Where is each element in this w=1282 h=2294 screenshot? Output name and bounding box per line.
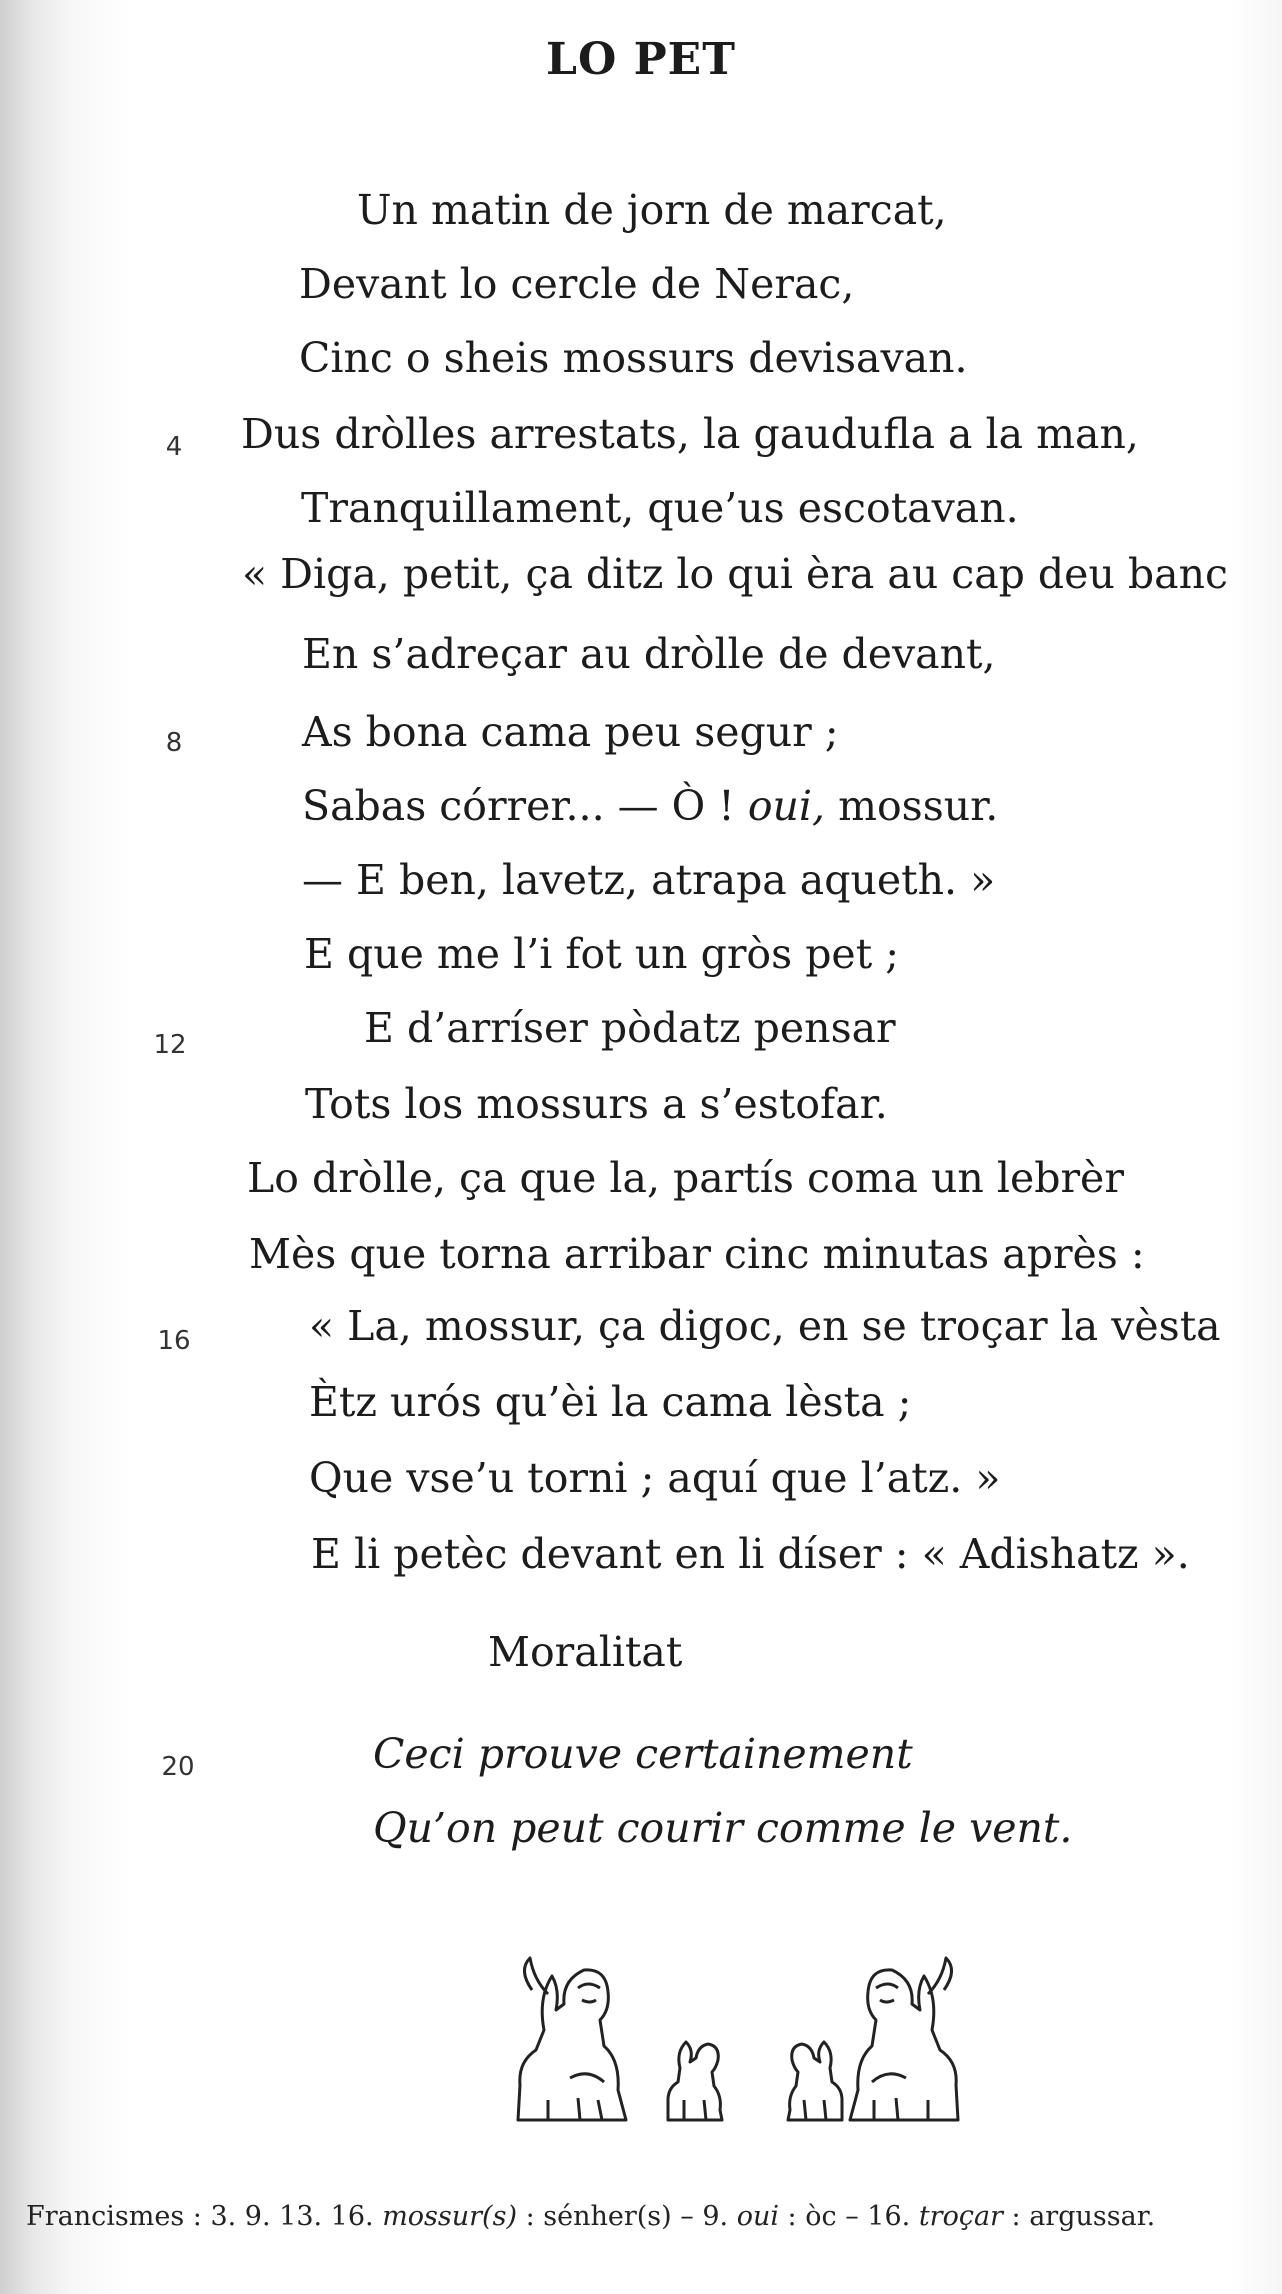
poem-line: Lo dròlle, ça que la, partís coma un lebrèr <box>247 1154 1124 1202</box>
footnote-refs: 9. <box>702 2201 737 2232</box>
morality-heading: Moralitat <box>488 1628 683 1676</box>
sphinx-left-icon <box>518 1958 626 2120</box>
poem-line: Dus dròlles arrestats, la gaudufla a la man, <box>241 410 1139 458</box>
footnote <box>26 2201 1155 2232</box>
footnote-refs: 16. <box>867 2201 919 2232</box>
poem-line: E d’arríser pòdatz pensar <box>364 1004 896 1052</box>
poem-line: Tots los mossurs a s’estofar. <box>305 1080 888 1128</box>
poem-line: Que vse’u torni ; aquí que l’atz. » <box>309 1454 1001 1502</box>
poem-line: E li petèc devant en li díser : « Adishatz ». <box>311 1530 1190 1578</box>
line-number: 8 <box>165 728 183 758</box>
footnote-term: troçar <box>918 2201 1003 2232</box>
footnote-gloss: : argussar. <box>1002 2201 1156 2232</box>
poem-line: En s’adreçar au dròlle de devant, <box>302 630 996 678</box>
line-number: 12 <box>153 1030 187 1060</box>
footnote-label: Francismes : <box>26 2201 211 2232</box>
poem-line-italic: oui, <box>747 782 826 830</box>
footnote-gloss: : sénher(s) – <box>516 2201 703 2232</box>
line-number: 20 <box>161 1752 195 1782</box>
poem-line: « Diga, petit, ça ditz lo qui èra au cap deu banc <box>242 550 1228 598</box>
poem-line: Un matin de jorn de marcat, <box>357 186 947 234</box>
poem-line-text: mossur. <box>825 782 999 830</box>
line-number: 16 <box>157 1326 191 1356</box>
sphinx-small-left-icon <box>668 2042 722 2120</box>
morality-line: Ceci prouve certainement <box>373 1730 913 1778</box>
poem-line: « La, mossur, ça digoc, en se troçar la vèsta <box>309 1302 1221 1350</box>
footnote-refs: 3. 9. 13. 16. <box>210 2201 383 2232</box>
footnote-term: mossur(s) <box>382 2201 517 2232</box>
poem-line <box>302 782 998 830</box>
sphinx-right-icon <box>850 1958 958 2120</box>
line-number: 4 <box>165 432 183 462</box>
poem-line-text: Sabas córrer... — Ò ! <box>302 782 748 830</box>
footnote-term: oui <box>736 2201 779 2232</box>
footnote-gloss: : òc – <box>778 2201 868 2232</box>
poem-line: — E ben, lavetz, atrapa aqueth. » <box>302 856 996 904</box>
poem-line: As bona cama peu segur ; <box>302 708 839 756</box>
poem-line: Mès que torna arribar cinc minutas après : <box>249 1230 1145 1278</box>
poem-line: E que me l’i fot un gròs pet ; <box>304 930 900 978</box>
poem-line: Ètz urós qu’èi la cama lèsta ; <box>309 1378 912 1426</box>
poem-line: Devant lo cercle de Nerac, <box>299 260 855 308</box>
morality-line: Qu’on peut courir comme le vent. <box>373 1804 1073 1852</box>
poem-title: LO PET <box>546 34 736 85</box>
sphinx-ornament-icon <box>508 1950 968 2130</box>
sphinx-small-right-icon <box>788 2042 842 2120</box>
poem-line: Cinc o sheis mossurs devisavan. <box>299 334 968 382</box>
poem-line: Tranquillament, que’us escotavan. <box>301 484 1019 532</box>
